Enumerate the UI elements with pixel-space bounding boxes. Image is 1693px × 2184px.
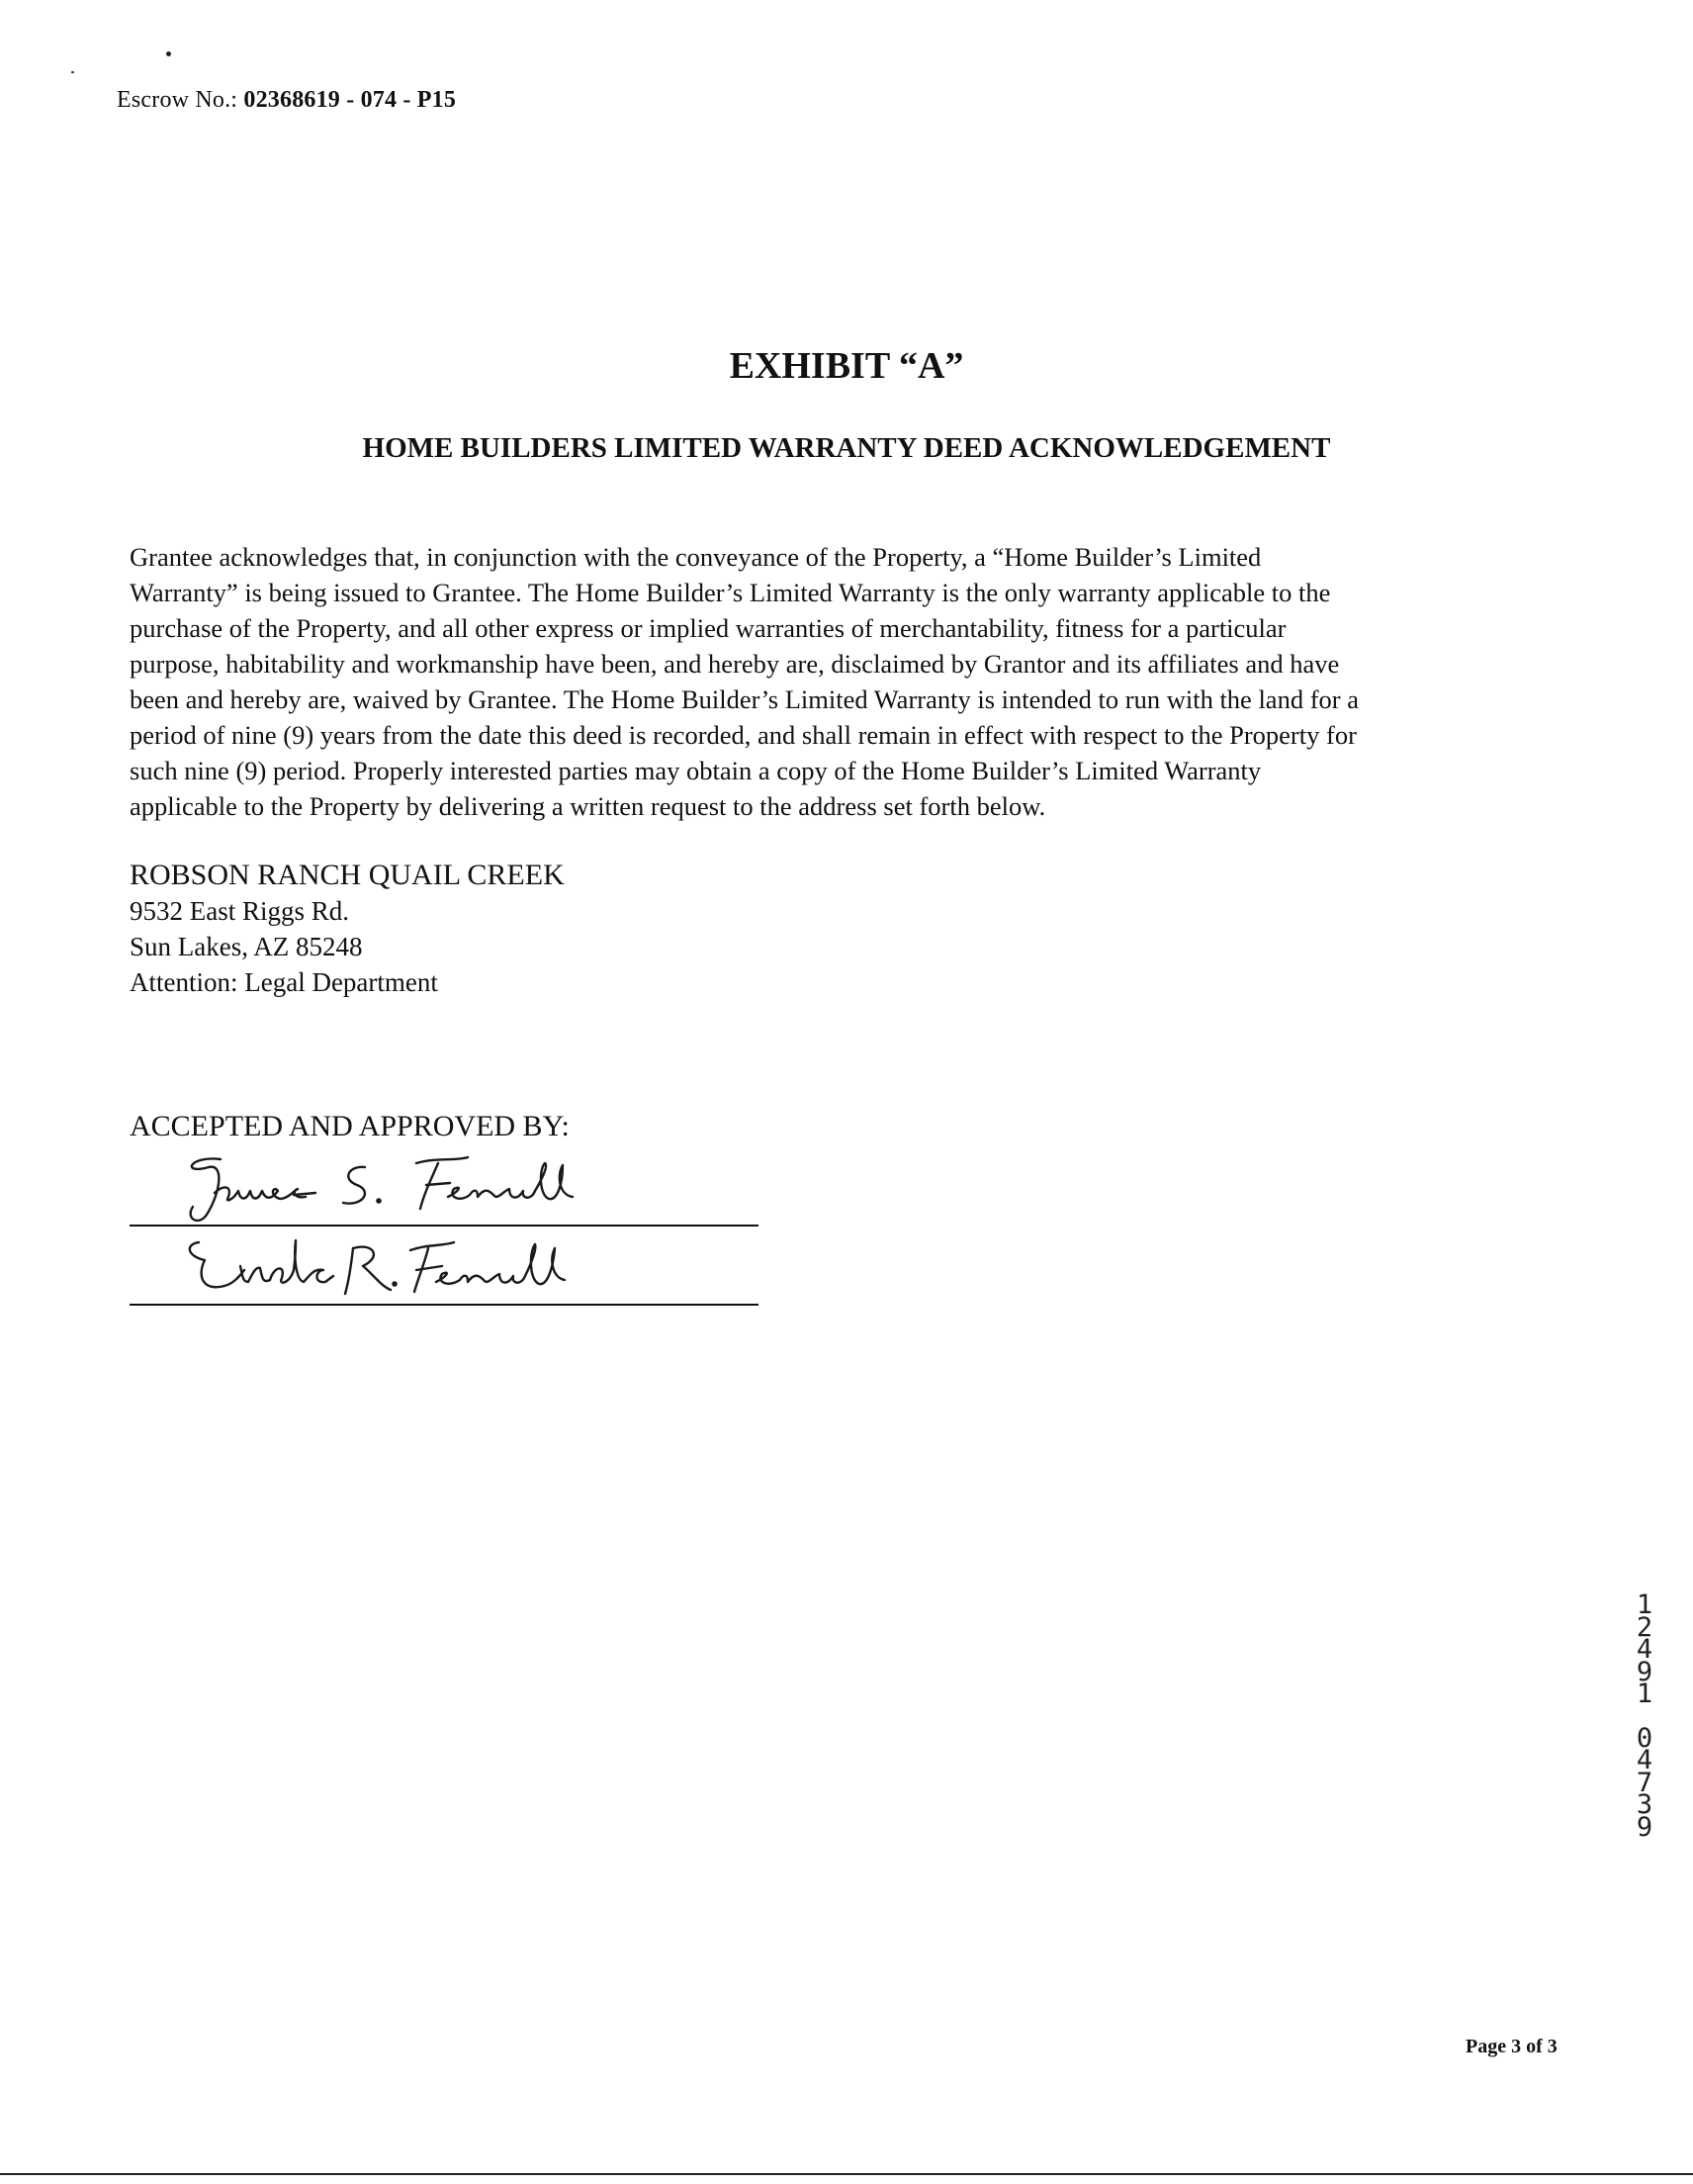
paragraph-line: applicable to the Property by delivering a written request to the address set forth below. — [130, 791, 1046, 821]
bottom-edge-rule — [0, 2173, 1693, 2175]
company-name: ROBSON RANCH QUAIL CREEK — [130, 859, 565, 891]
document-subtitle: HOME BUILDERS LIMITED WARRANTY DEED ACKNOWLEDGEMENT — [362, 432, 1331, 464]
recording-digit: 4 — [1636, 1634, 1653, 1665]
street-address: 9532 East Riggs Rd. — [130, 896, 350, 926]
paragraph-line: Grantee acknowledges that, in conjunction with the conveyance of the Property, a “Home Builder’s Limited — [130, 542, 1262, 572]
paragraph-line: been and hereby are, waived by Grantee. The Home Builder’s Limited Warranty is intended to run with the land for a — [130, 684, 1359, 714]
city-state-zip: Sun Lakes, AZ 85248 — [130, 932, 363, 961]
scan-speck — [166, 51, 171, 56]
recording-digit: 2 — [1636, 1611, 1653, 1643]
recording-digit: 1 — [1636, 1679, 1653, 1709]
address-block — [130, 858, 565, 1000]
page-number: Page 3 of 3 — [1466, 2036, 1558, 2057]
escrow-header — [117, 87, 456, 114]
escrow-number: 02368619 - 074 - P15 — [243, 87, 457, 113]
recording-number — [1630, 1590, 1659, 1843]
recording-digit: 0 — [1636, 1722, 1653, 1754]
signature-james — [130, 1145, 758, 1225]
scan-speck — [71, 71, 74, 73]
escrow-label: Escrow No.: — [117, 87, 238, 113]
recording-digit: 9 — [1636, 1656, 1653, 1687]
paragraph-line: purchase of the Property, and all other express or implied warranties of merchantability, fitness for a particular — [130, 613, 1287, 643]
paragraph-line: period of nine (9) years from the date this deed is recorded, and shall remain in effect with respect to the Property for — [130, 720, 1357, 750]
signature-line-2 — [130, 1304, 758, 1306]
recording-digit: 9 — [1636, 1811, 1653, 1843]
acknowledgement-paragraph — [130, 539, 1573, 824]
paragraph-line: such nine (9) period. Properly interested parties may obtain a copy of the Home Builder’s Limited Warranty — [130, 756, 1262, 785]
accepted-approved-label: ACCEPTED AND APPROVED BY: — [130, 1110, 570, 1142]
exhibit-title: EXHIBIT “A” — [729, 345, 964, 387]
attention-line: Attention: Legal Department — [130, 967, 438, 997]
recording-digit: 4 — [1636, 1745, 1653, 1775]
signature-linda — [130, 1227, 758, 1306]
recording-digit: 1 — [1636, 1590, 1653, 1620]
recording-digit: 3 — [1636, 1789, 1653, 1820]
paragraph-line: Warranty” is being issued to Grantee. The Home Builder’s Limited Warranty is the only warranty applicable to the — [130, 578, 1331, 607]
recording-digit: 7 — [1636, 1767, 1653, 1798]
paragraph-line: purpose, habitability and workmanship have been, and hereby are, disclaimed by Grantor and its affiliates and have — [130, 649, 1340, 679]
